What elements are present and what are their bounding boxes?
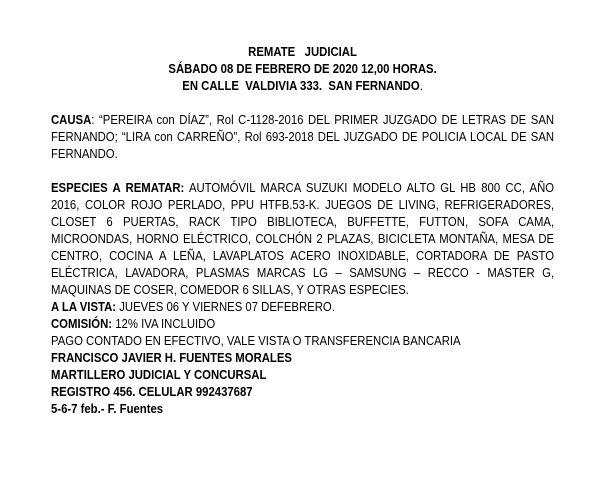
firma-title <box>51 367 554 384</box>
especies-text: AUTOMÓVIL MARCA SUZUKI MODELO ALTO GL HB 800 CC, AÑO 2016, COLOR ROJO PERLADO, PPU HTFB.53-K. JUEGOS DE LIVING, REFRIGERADORES, CLOSET 6 PUERTAS, RACK TIPO BIBLIOTECA, BUFFETTE, FUTTON, SOFA CAMA, MICROONDAS, HORNO ELÉCTRICO, COLCHÓN 2 PLAZAS, BICICLETA MONTAÑA, MESA DE CENTRO, COCINA A LEÑA, LAVAPLATOS ACERO INOXIDABLE, CORTADORA DE PASTO ELÉCTRICA, LAVADORA, PLASMAS MARCAS LG – SAMSUNG – RECCO - MASTER G, MAQUINAS DE COSER, COMEDOR 6 SILLAS, Y OTRAS ESPECIES. <box>51 181 555 297</box>
header-address-text: EN CALLE VALDIVIA 333. SAN FERNANDO <box>182 79 420 93</box>
firma-fechas <box>51 401 554 418</box>
especies-paragraph <box>51 180 554 299</box>
comision-line <box>51 316 554 333</box>
comision-label: COMISIÓN: <box>51 317 113 331</box>
header-date: SÁBADO 08 DE FEBRERO DE 2020 12,00 HORAS. <box>168 62 437 76</box>
auction-notice <box>51 44 555 418</box>
firma-name-text: FRANCISCO JAVIER H. FUENTES MORALES <box>51 351 292 365</box>
comision-text: 12% IVA INCLUIDO <box>112 317 216 331</box>
header-address-period: . <box>419 79 423 93</box>
firma-fechas-text: 5-6-7 feb.- F. Fuentes <box>51 402 164 416</box>
causa-text: : “PEREIRA con DÍAZ”, Rol C-1128-2016 DEL PRIMER JUZGADO DE LETRAS DE SAN FERNANDO; “LIRA con CARREÑO”, Rol 693-2018 DEL JUZGADO DE POLICIA LOCAL DE SAN FERNANDO. <box>51 113 555 161</box>
pago-line: PAGO CONTADO EN EFECTIVO, VALE VISTA O TRANSFERENCIA BANCARIA <box>51 334 461 348</box>
spacer <box>51 163 554 180</box>
vista-label: A LA VISTA: <box>51 300 117 314</box>
notice-header <box>51 44 554 95</box>
causa-paragraph <box>51 112 554 163</box>
firma-registro <box>51 384 554 401</box>
notice-body <box>51 44 554 418</box>
especies-label: ESPECIES A REMATAR: <box>51 181 185 195</box>
header-address <box>51 78 554 95</box>
vista-line <box>51 299 554 316</box>
causa-label: CAUSA <box>51 113 92 127</box>
spacer <box>51 95 554 112</box>
firma-registro-text: REGISTRO 456. CELULAR 992437687 <box>51 385 253 399</box>
header-title: REMATE JUDICIAL <box>248 45 357 59</box>
vista-text: JUEVES 06 Y VIERNES 07 DEFEBRERO. <box>116 300 335 314</box>
firma-name <box>51 350 554 367</box>
firma-title-text: MARTILLERO JUDICIAL Y CONCURSAL <box>51 368 267 382</box>
